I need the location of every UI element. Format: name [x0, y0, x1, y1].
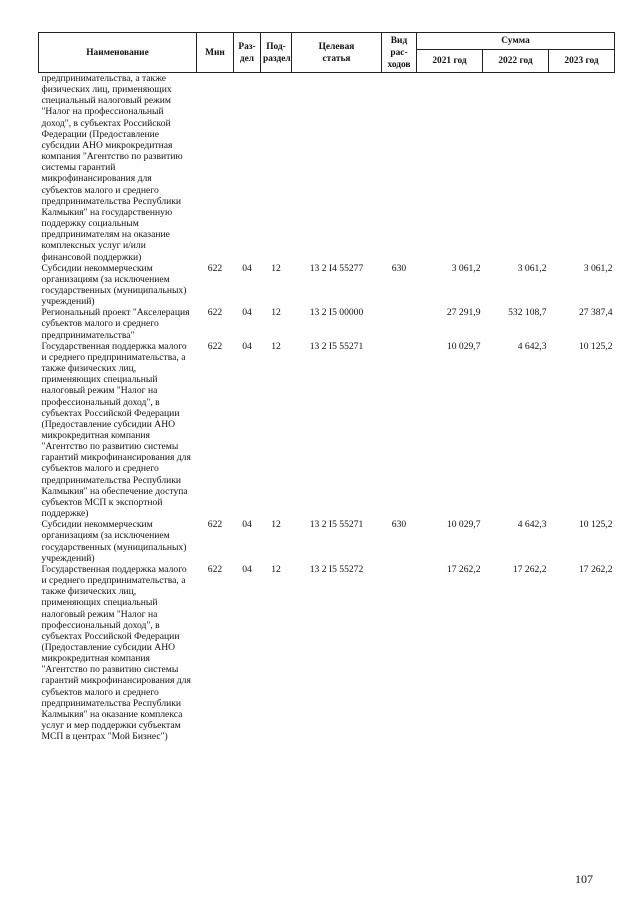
header-subsection: Под- раздел: [261, 33, 292, 73]
row-2023: 17 262,2: [578, 563, 613, 575]
row-subsection: [261, 73, 292, 263]
row-2023: 10 125,2: [578, 340, 613, 352]
row-kind: 630: [391, 262, 407, 274]
header-min: Мин: [197, 33, 234, 73]
header-year-2021: 2021 год: [417, 50, 483, 73]
row-subsection: 12: [271, 563, 281, 575]
row-2023: 3 061,2: [583, 262, 613, 274]
table-row: [39, 341, 615, 520]
row-subsection: 12: [271, 340, 281, 352]
row-2022: [483, 73, 549, 263]
row-subsection: 12: [271, 262, 281, 274]
row-2023: 27 387,4: [578, 307, 613, 319]
table-body: [39, 73, 615, 743]
row-name: Субсидии некоммерческим организациям (за исключением государственных (муниципальных) учреждений): [41, 519, 187, 564]
row-2023: 10 125,2: [578, 519, 613, 531]
row-section: [234, 73, 261, 263]
row-kind: [382, 341, 417, 520]
row-target: [292, 73, 382, 263]
row-2021: 17 262,2: [446, 563, 481, 575]
table-header: [39, 33, 615, 73]
row-section: 04: [242, 262, 252, 274]
row-2023: [549, 73, 615, 263]
table-row: [39, 263, 615, 308]
row-2022: 4 642,3: [517, 340, 547, 352]
row-name: предпринимательства, а также физических лиц, применяющих специальный налоговый режим "Налог на профессиональный доход", в субъектах Российской Федерации (Предоставление субсидии АНО микрокредитная компания "Агентство по развитию системы гарантий микрофинансирования для субъектов малого и среднего предпринимательства Республики Калмыкия" на государственную поддержку социальным предпринимателям на оказание комплексных услуг и/или финансовой поддержки): [41, 73, 183, 263]
row-2021: 3 061,2: [451, 262, 481, 274]
row-target: 13 2 I5 55271: [309, 519, 364, 531]
row-2021: 10 029,7: [446, 519, 481, 531]
header-name: Наименование: [39, 33, 197, 73]
row-name: Государственная поддержка малого и среднего предпринимательства, а также физических лиц, применяющих специальный налоговый режим "Налог на профессиональный доход", в субъектах Российской Федерации (Предоставление субсидии АНО микрокредитная компания "Агентство по развитию системы гарантий микрофинансирования для субъектов малого и среднего предпринимательства Республики Калмыкия" на оказание комплекса услуг и мер поддержки субъектам МСП в центрах "Мой Бизнес"): [41, 563, 191, 743]
row-2022: 3 061,2: [517, 262, 547, 274]
budget-table: [38, 32, 615, 742]
table-row: [39, 519, 615, 564]
row-kind: [382, 307, 417, 340]
row-2022: 17 262,2: [512, 563, 547, 575]
row-min: 622: [207, 262, 223, 274]
table-row: [39, 73, 615, 263]
page-number: 107: [575, 872, 593, 886]
row-subsection: 12: [271, 519, 281, 531]
row-target: 13 2 I5 55271: [309, 340, 364, 352]
header-section: Раз- дел: [234, 33, 261, 73]
row-section: 04: [242, 307, 252, 319]
row-section: 04: [242, 563, 252, 575]
header-kind: Вид рас- ходов: [382, 33, 417, 73]
row-2022: 532 108,7: [508, 307, 547, 319]
row-target: 13 2 I4 55277: [309, 262, 364, 274]
table-row: [39, 564, 615, 743]
header-year-2023: 2023 год: [549, 50, 615, 73]
row-min: [197, 73, 234, 263]
row-kind: [382, 564, 417, 743]
row-2021: 10 029,7: [446, 340, 481, 352]
header-target: Целевая статья: [292, 33, 382, 73]
row-name: Субсидии некоммерческим организациям (за исключением государственных (муниципальных) учреждений): [41, 262, 187, 308]
header-year-2022: 2022 год: [483, 50, 549, 73]
row-kind: [382, 73, 417, 263]
row-target: 13 2 I5 55272: [309, 563, 364, 575]
row-kind: 630: [391, 519, 407, 531]
row-name: Государственная поддержка малого и среднего предпринимательства, а также физических лиц, применяющих специальный налоговый режим "Налог на профессиональный доход", в субъектах Российской Федерации (Предоставление субсидии АНО микрокредитная компания "Агентство по развитию системы гарантий микрофинансирования для субъектов малого и среднего предпринимательства Республики Калмыкия" на обеспечение доступа субъектов МСП к экспортной поддержке): [41, 340, 191, 520]
row-target: 13 2 I5 00000: [309, 307, 364, 319]
row-subsection: 12: [271, 307, 281, 319]
row-section: 04: [242, 340, 252, 352]
row-min: 622: [207, 307, 223, 319]
row-2021: [417, 73, 483, 263]
row-min: 622: [207, 563, 223, 575]
row-2022: 4 642,3: [517, 519, 547, 531]
row-min: 622: [207, 340, 223, 352]
row-section: 04: [242, 519, 252, 531]
row-name: Региональный проект "Акселерация субъектов малого и среднего предпринимательства": [41, 307, 190, 341]
table-row: [39, 307, 615, 340]
row-2021: 27 291,9: [446, 307, 481, 319]
row-min: 622: [207, 519, 223, 531]
header-sum: Сумма: [417, 33, 615, 50]
